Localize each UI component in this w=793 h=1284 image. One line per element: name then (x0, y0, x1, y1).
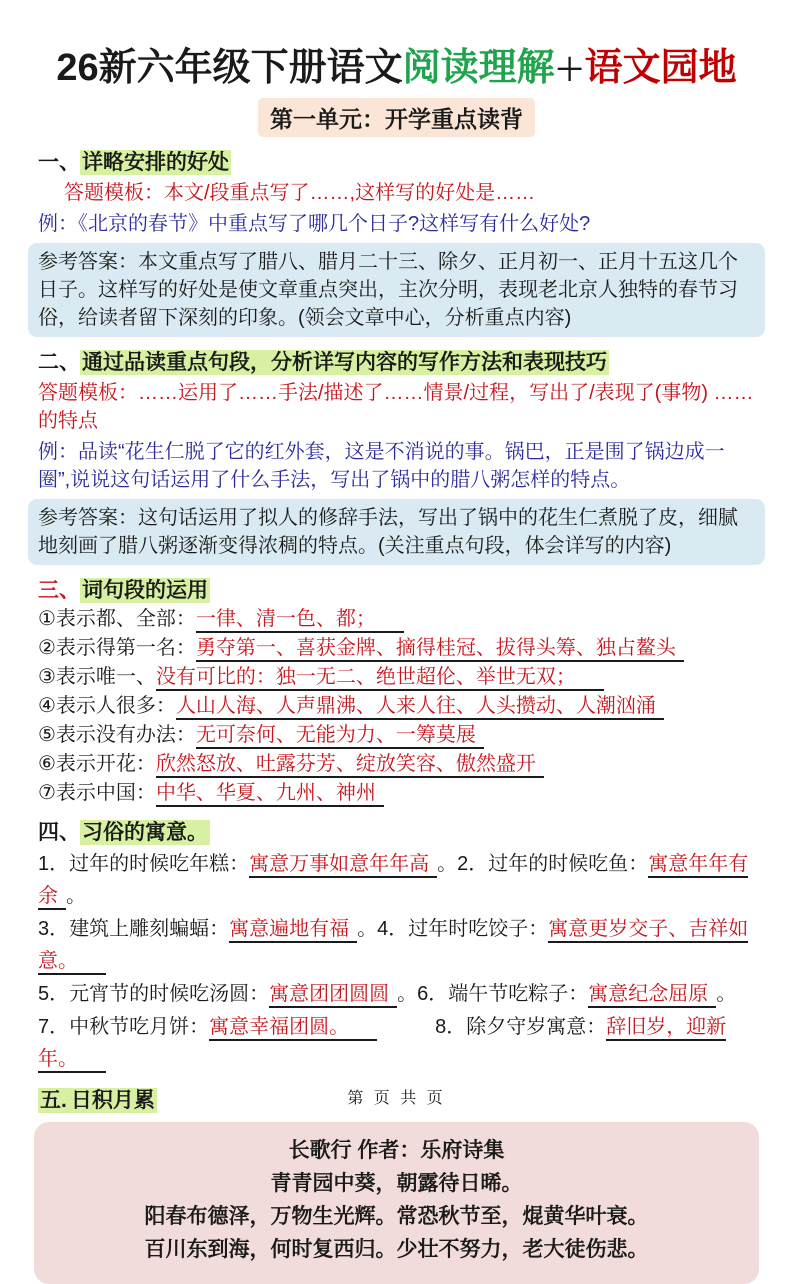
section3-number: 三、 (38, 579, 80, 603)
item-label: ⑤表示没有办法： (38, 724, 196, 747)
title-plus-sign: ＋ (554, 54, 585, 87)
title-black-part: 26新六年级下册语文 (56, 47, 403, 89)
item-answer: 欣然怒放、吐露芬芳、绽放笑容、傲然盛开 (156, 753, 544, 778)
row-answer: 寓意年年有余 (38, 853, 748, 910)
row-label: 5．元宵节的时候吃汤圆： (38, 982, 270, 1005)
section2-template: 答题模板：……运用了……手法/描述了……情景/过程，写出了/表现了(事物) ……的特点 (38, 382, 754, 433)
row-label: 1．过年的时候吃年糕： (38, 852, 250, 875)
page-title (38, 46, 755, 92)
title-green-part: 阅读理解 (402, 47, 555, 89)
item-label: ③表示唯一、 (38, 666, 156, 689)
page-footer: 第 页 共 页 (347, 1090, 446, 1107)
custom-meaning-row (38, 913, 755, 977)
section1-heading (38, 149, 755, 176)
row-label: 3．建筑上雕刻蝙蝠： (38, 917, 230, 940)
section5-number: 五. (40, 1088, 67, 1112)
section2-number: 二、 (38, 350, 80, 374)
custom-meaning-row (38, 848, 755, 912)
section4-number: 四、 (38, 821, 80, 845)
row-tail: 。 (66, 884, 86, 907)
row-answer: 寓意更岁交子、吉祥如意。 (38, 918, 748, 975)
row-label: 。6．端午节吃粽子： (397, 982, 589, 1005)
row-label: 。4．过年时吃饺子： (357, 917, 549, 940)
row-label: 。2．过年的时候吃鱼： (437, 852, 649, 875)
poem-line: 阳春布德泽，万物生光辉。常恐秋节至，焜黄华叶衰。 (144, 1205, 649, 1229)
list-item (38, 605, 755, 633)
section4-title: 习俗的寓意。 (82, 821, 208, 845)
section1-example: 例：《北京的春节》中重点写了哪几个日子?这样写有什么好处? (38, 212, 591, 235)
row-answer: 寓意团团圆圆 (269, 983, 397, 1008)
item-answer: 一律、清一色、都； (196, 608, 404, 633)
list-item (38, 692, 755, 720)
item-answer: 没有可比的：独一无二、绝世超伦、举世无双； (156, 666, 604, 691)
section2-example: 例：品读“花生仁脱了它的红外套，这是不消说的事。锅巴，正是围了锅边成一圈”,说说这句话运用了什么手法，写出了锅中的腊八粥怎样的特点。 (38, 441, 725, 492)
row-answer: 寓意纪念屈原 (588, 983, 716, 1008)
poem-line: 青青园中葵，朝露待日晞。 (270, 1172, 523, 1196)
section3-heading (38, 577, 755, 604)
subtitle-row (38, 98, 755, 137)
item-answer: 无可奈何、无能为力、一筹莫展 (196, 724, 484, 749)
unit-subtitle: 第一单元：开学重点读背 (258, 98, 535, 137)
item-label: ①表示都、全部： (38, 608, 196, 631)
list-item (38, 634, 755, 662)
item-label: ⑦表示中国： (38, 782, 156, 805)
custom-meaning-row (38, 978, 755, 1010)
section1-title: 详略安排的好处 (82, 150, 229, 174)
title-red-part: 语文园地 (584, 47, 737, 89)
poem-title: 长歌行 作者：乐府诗集 (288, 1139, 505, 1163)
section1-answer-block: 参考答案：本文重点写了腊八、腊月二十三、除夕、正月初一、正月十五这几个日子。这样写的好处是使文章重点突出，主次分明，表现老北京人独特的春节习俗，给读者留下深刻的印象。(领会文章中心，分析重点内容) (28, 243, 765, 337)
row-answer: 寓意遍地有福 (229, 918, 357, 943)
section3-title: 词句段的运用 (82, 579, 208, 603)
section3-list (38, 605, 755, 807)
section2-answer-block: 参考答案：这句话运用了拟人的修辞手法，写出了锅中的花生仁煮脱了皮，细腻地刻画了腊八粥逐渐变得浓稠的特点。(关注重点句段，体会详写的内容) (28, 499, 765, 565)
item-answer: 中华、华夏、九州、神州 (156, 782, 384, 807)
item-answer: 人山人海、人声鼎沸、人来人往、人头攒动、人潮汹涌 (176, 695, 664, 720)
item-label: ④表示人很多： (38, 695, 176, 718)
row-label: 7．中秋节吃月饼： (38, 1015, 210, 1038)
row-answer: 寓意万事如意年年高 (249, 853, 437, 878)
list-item (38, 721, 755, 749)
section4-heading (38, 819, 755, 846)
poem-line: 百川东到海，何时复西归。少壮不努力，老大徒伤悲。 (144, 1238, 649, 1262)
row-answer: 寓意幸福团圆。 (209, 1016, 377, 1041)
custom-meaning-row (38, 1011, 755, 1075)
section2-title: 通过品读重点句段，分析详写内容的写作方法和表现技巧 (82, 350, 607, 374)
list-item (38, 779, 755, 807)
item-answer: 勇夺第一、喜获金牌、摘得桂冠、拔得头筹、独占鳌头 (196, 637, 684, 662)
section4-list (38, 848, 755, 1075)
row-label: 8．除夕守岁寓意： (435, 1015, 607, 1038)
row-tail: 。 (716, 982, 737, 1005)
section1-template: 答题模板：本文/段重点写了……,这样写的好处是…… (64, 181, 536, 204)
section2-heading (38, 349, 755, 376)
section1-number: 一、 (38, 150, 80, 174)
poem-block (34, 1122, 759, 1284)
list-item (38, 663, 755, 691)
list-item (38, 750, 755, 778)
section5-title: 日积月累 (70, 1088, 155, 1112)
item-label: ⑥表示开花： (38, 753, 156, 776)
row-answer: 辞旧岁，迎新年。 (38, 1016, 726, 1073)
item-label: ②表示得第一名： (38, 637, 196, 660)
